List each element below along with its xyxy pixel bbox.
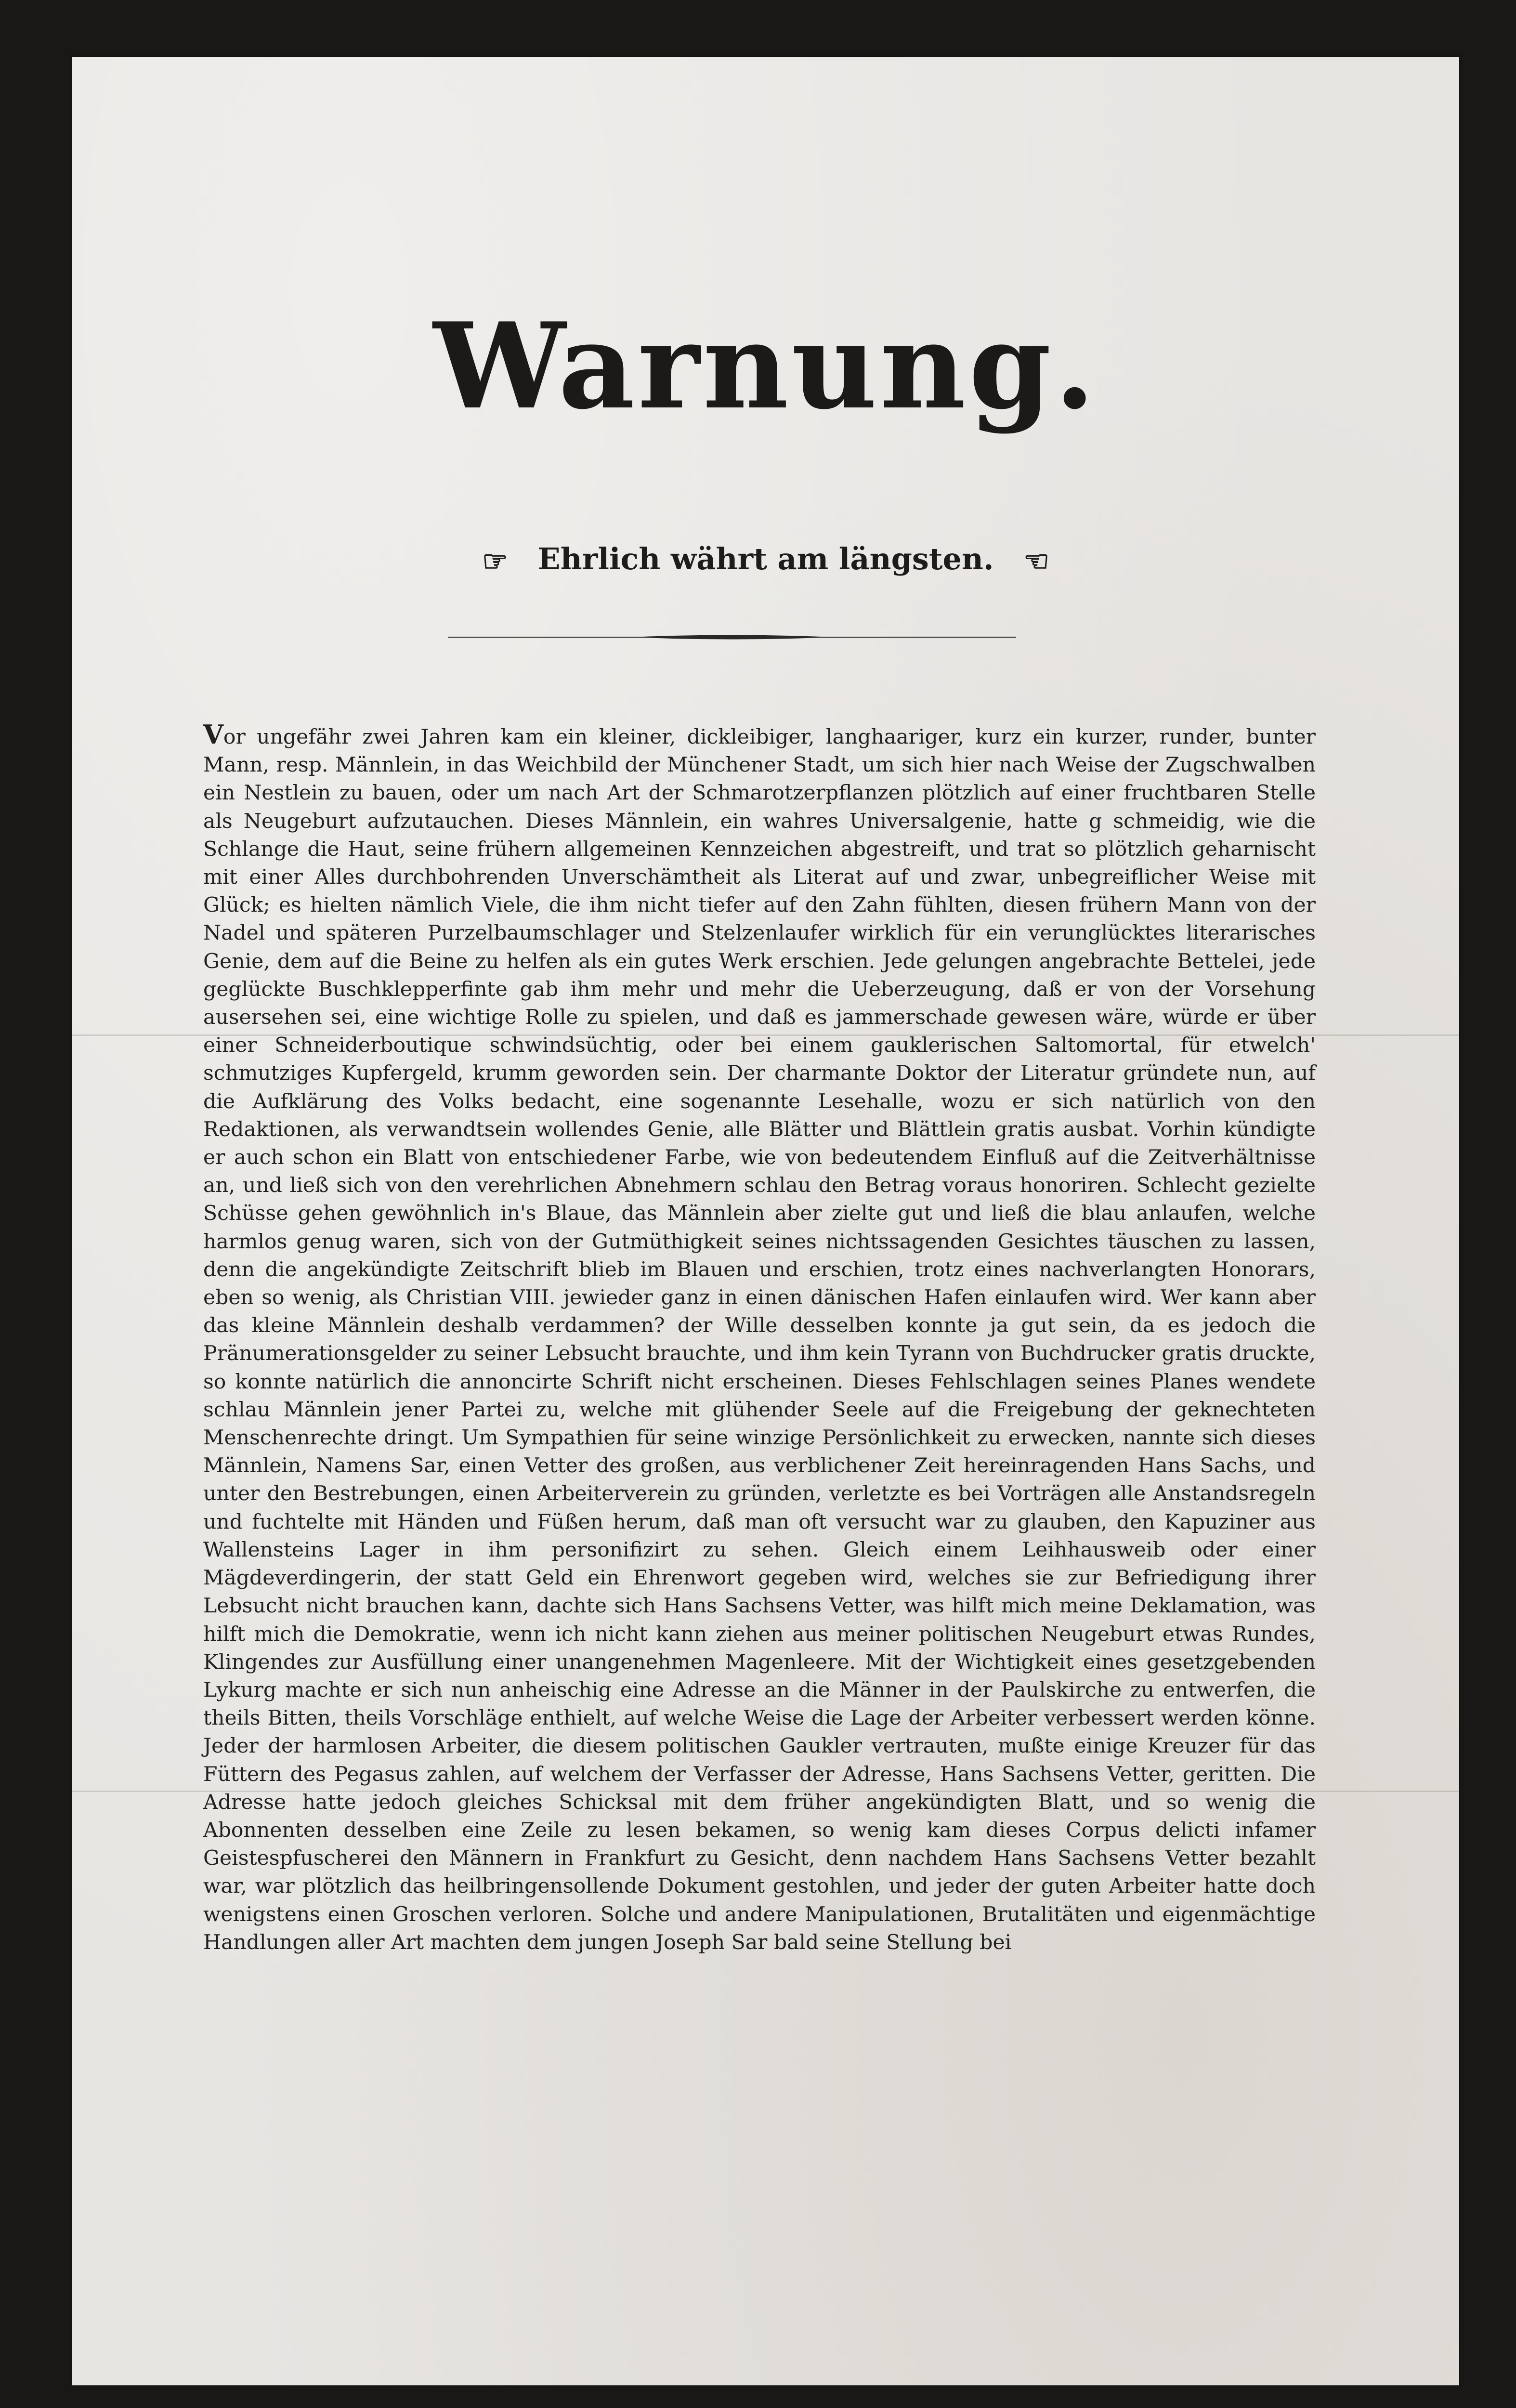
ornamental-rule (448, 634, 1016, 641)
page-title: Warnung. (433, 297, 1098, 435)
drop-initial: V (203, 719, 223, 750)
body-paragraph (203, 720, 1316, 1957)
pointing-hand-right-icon: ☞ (482, 545, 508, 578)
motto-text: Ehrlich währt am längsten. (537, 541, 994, 576)
motto-line (72, 541, 1459, 578)
pointing-hand-left-icon: ☜ (1023, 545, 1049, 578)
warning-text (203, 720, 1316, 1957)
body-text: or ungefähr zwei Jahren kam ein kleiner, dickleibiger, langhaariger, kurz ein kurzer, runder, bunter Mann, resp. Männlein, in das Weichbild der Münchener Stadt, um sich hier nach Weise der Zugschwalben ein Nestlein zu bauen, oder um nach Art der Schmarotzerpflanzen plötzlich auf einer fruchtbaren Stelle als Neugeburt aufzutauchen. Dieses Männlein, ein wahres Universalgenie, hatte g schmeidig, wie die Schlange die Haut, seine frühern allgemeinen Kennzeichen abgestreift, und trat so plötzlich geharnischt mit einer Alles durchbohrenden Unverschämtheit als Literat auf und zwar, unbegreiflicher Weise mit Glück; es hielten nämlich Viele, die ihm nicht tiefer auf den Zahn fühlten, diesen frühern Mann von der Nadel und späteren Purzelbaumschlager und Stelzenlaufer wirklich für ein verunglücktes literarisches Genie, dem auf die Beine zu helfen als ein gutes Werk erschien. Jede gelungen angebrachte Bettelei, jede geglückte Buschklepperfinte gab ihm mehr und mehr die Ueberzeugung, daß er von der Vorsehung ausersehen sei, eine wichtige Rolle zu spielen, und daß es jammerschade gewesen wäre, würde er über einer Schneiderboutique schwindsüchtig, oder bei einem gauklerischen Saltomortal, für etwelch' schmutziges Kupfergeld, krumm geworden sein. Der charmante Doktor der Literatur gründete nun, auf die Aufklärung des Volks bedacht, eine sogenannte Lesehalle, wozu er sich natürlich von den Redaktionen, als verwandtsein wollendes Genie, alle Blätter und Blättlein gratis ausbat. Vorhin kündigte er auch schon ein Blatt von entschiedener Farbe, wie von bedeutendem Einfluß auf die Zeitverhältnisse an, und ließ sich von den verehrlichen Abnehmern schlau den Betrag voraus honoriren. Schlecht gezielte Schüsse gehen gewöhnlich in's Blaue, das Männlein aber zielte gut und ließ die blau anlaufen, welche harmlos genug waren, sich von der Gutmüthigkeit seines nichtssagenden Gesichtes täuschen zu lassen, denn die angekündigte Zeitschrift blieb im Blauen und erschien, trotz eines nachverlangten Honorars, eben so wenig, als Christian VIII. jewieder ganz in einen dänischen Hafen einlaufen wird. Wer kann aber das kleine Männlein deshalb verdammen? der Wille desselben konnte ja gut sein, da es jedoch die Pränumerationsgelder zu seiner Lebsucht brauchte, und ihm kein Tyrann von Buchdrucker gratis druckte, so konnte natürlich die annoncirte Schrift nicht erscheinen. Dieses Fehlschlagen seines Planes wendete schlau Männlein jener Partei zu, welche mit glühender Seele auf die Freigebung der geknechteten Menschenrechte dringt. Um Sympathien für seine winzige Persönlichkeit zu erwecken, nannte sich dieses Männlein, Namens Sar, einen Vetter des großen, aus verblichener Zeit hereinragenden Hans Sachs, und unter den Bestrebungen, einen Arbeiterverein zu gründen, verletzte es bei Vorträgen alle Anstandsregeln und fuchtelte mit Händen und Füßen herum, daß man oft versucht war zu glauben, den Kapuziner aus Wallensteins Lager in ihm personifizirt zu sehen. Gleich einem Leihhausweib oder einer Mägdeverdingerin, der statt Geld ein Ehrenwort gegeben wird, welches sie zur Befriedigung ihrer Lebsucht nicht brauchen kann, dachte sich Hans Sachsens Vetter, was hilft mich meine Deklamation, was hilft mich die Demokratie, wenn ich nicht kann ziehen aus meiner politischen Neugeburt etwas Rundes, Klingendes zur Ausfüllung einer unangenehmen Magenleere. Mit der Wichtigkeit eines gesetzgebenden Lykurg machte er sich nun anheischig eine Adresse an die Männer in der Paulskirche zu entwerfen, die theils Bitten, theils Vorschläge enthielt, auf welche Weise die Lage der Arbeiter verbessert werden könne. Jeder der harmlosen Arbeiter, die diesem politischen Gaukler vertrauten, mußte einige Kreuzer für das Füttern des Pegasus zahlen, auf welchem der Verfasser der Adresse, Hans Sachsens Vetter, geritten. Die Adresse hatte jedoch gleiches Schicksal mit dem früher angekündigten Blatt, und so wenig die Abonnenten desselben eine Zeile zu lesen bekamen, so wenig kam dieses Corpus delicti infamer Geistespfuscherei den Männern in Frankfurt zu Gesicht, denn nachdem Hans Sachsens Vetter bezahlt war, war plötzlich das heilbringensollende Dokument gestohlen, und jeder der guten Arbeiter hatte doch wenigstens einen Groschen verloren. Solche und andere Manipulationen, Brutalitäten und eigenmächtige Handlungen aller Art machten dem jungen Joseph Sar bald seine Stellung bei (203, 725, 1316, 1954)
broadsheet-page (72, 57, 1459, 2385)
